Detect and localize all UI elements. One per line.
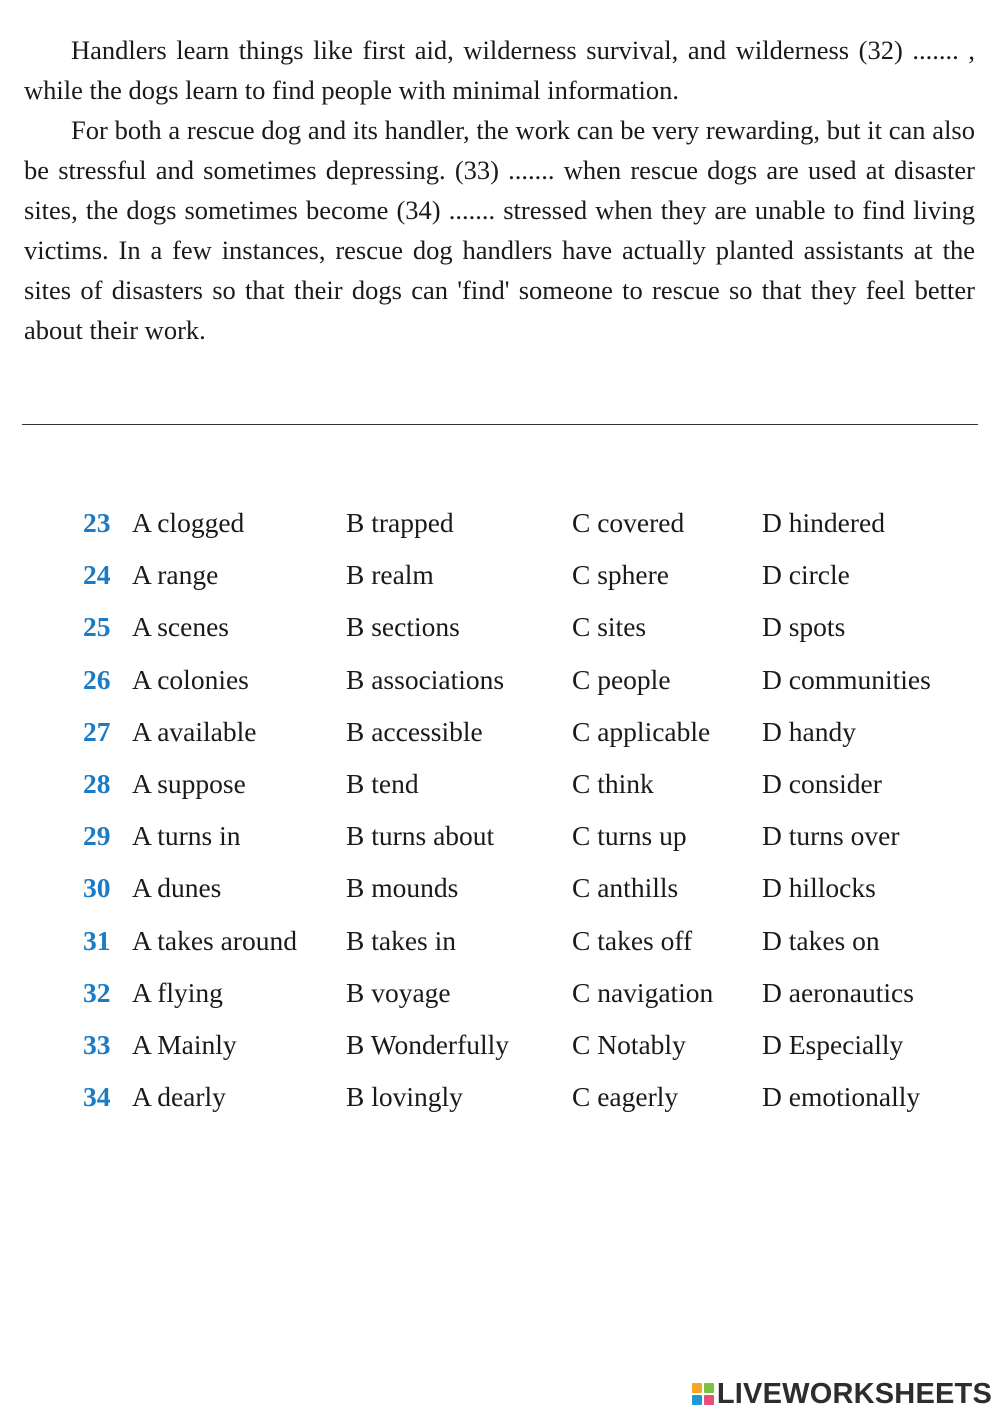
option-a[interactable]: A flying: [132, 976, 223, 1008]
option-c[interactable]: C Notably: [572, 1028, 686, 1060]
option-a[interactable]: A suppose: [132, 767, 246, 799]
logo-tile: [692, 1395, 702, 1405]
passage-paragraph-1: Handlers learn things like first aid, wilderness survival, and wilderness (32) ....... , while the dogs learn to find people with minimal information.: [24, 35, 975, 105]
option-b[interactable]: B tend: [346, 767, 419, 799]
option-a[interactable]: A dunes: [132, 872, 222, 904]
question-row: [0, 706, 1000, 758]
option-c[interactable]: C people: [572, 663, 671, 695]
option-d[interactable]: D turns over: [762, 820, 900, 852]
question-list: [0, 497, 1000, 1123]
question-row: [0, 1071, 1000, 1123]
option-b[interactable]: B accessible: [346, 715, 483, 747]
option-b[interactable]: B voyage: [346, 976, 451, 1008]
section-divider: [22, 424, 978, 425]
option-c[interactable]: C eagerly: [572, 1081, 679, 1113]
question-row: [0, 1019, 1000, 1071]
option-b[interactable]: B associations: [346, 663, 505, 695]
option-b[interactable]: B mounds: [346, 872, 459, 904]
question-number: 29: [83, 820, 111, 852]
option-c[interactable]: C covered: [572, 507, 685, 538]
option-b[interactable]: B lovingly: [346, 1081, 463, 1113]
question-row: [0, 810, 1000, 862]
option-a[interactable]: A dearly: [132, 1081, 226, 1113]
question-number: 23: [83, 507, 111, 538]
option-d[interactable]: D consider: [762, 767, 882, 799]
option-d[interactable]: D communities: [762, 663, 931, 695]
question-number: 24: [83, 559, 111, 591]
option-c[interactable]: C turns up: [572, 820, 687, 852]
option-a[interactable]: A clogged: [132, 507, 245, 538]
option-a[interactable]: A turns in: [132, 820, 241, 852]
option-d[interactable]: D spots: [762, 611, 846, 643]
question-number: 27: [83, 715, 111, 747]
question-row: [0, 549, 1000, 601]
option-d[interactable]: D Especially: [762, 1028, 904, 1060]
question-row: [0, 915, 1000, 967]
option-c[interactable]: C sites: [572, 611, 647, 643]
question-number: 30: [83, 872, 111, 904]
question-number: 26: [83, 663, 111, 695]
logo-tile: [692, 1383, 702, 1393]
question-number: 31: [83, 924, 111, 956]
option-a[interactable]: A takes around: [132, 924, 297, 956]
option-d[interactable]: D hillocks: [762, 872, 876, 904]
option-d[interactable]: D takes on: [762, 924, 880, 956]
liveworksheets-logo-icon: [692, 1383, 714, 1405]
option-c[interactable]: C takes off: [572, 924, 693, 956]
passage-paragraph-2: For both a rescue dog and its handler, the work can be very rewarding, but it can also be stressful and sometimes depressing. (33) ....... when rescue dogs are used at disaster sites, the dogs sometimes become (34) ....... stressed when they are unable to find living victims. In a few instances, rescue dog handlers have actually planted assistants at the sites of disasters so that their dogs can 'find' someone to rescue so that they feel better about their work.: [24, 115, 975, 345]
option-a[interactable]: A range: [132, 559, 219, 591]
option-c[interactable]: C navigation: [572, 976, 714, 1008]
question-number: 28: [83, 767, 111, 799]
option-c[interactable]: C think: [572, 767, 654, 799]
option-a[interactable]: A scenes: [132, 611, 229, 643]
option-b[interactable]: B Wonderfully: [346, 1028, 510, 1060]
option-d[interactable]: D handy: [762, 715, 856, 747]
question-number: 33: [83, 1028, 111, 1060]
logo-tile: [704, 1395, 714, 1405]
option-d[interactable]: D circle: [762, 559, 850, 591]
question-number: 25: [83, 611, 111, 643]
question-row: [0, 758, 1000, 810]
question-row: [0, 654, 1000, 706]
option-a[interactable]: A available: [132, 715, 257, 747]
option-d[interactable]: D emotionally: [762, 1081, 921, 1113]
reading-passage: [24, 30, 975, 350]
option-b[interactable]: B sections: [346, 611, 460, 643]
option-c[interactable]: C sphere: [572, 559, 669, 591]
question-row: [0, 497, 1000, 549]
option-b[interactable]: B realm: [346, 559, 434, 591]
option-a[interactable]: A Mainly: [132, 1028, 237, 1060]
option-c[interactable]: C anthills: [572, 872, 679, 904]
question-row: [0, 862, 1000, 914]
question-row: [0, 601, 1000, 653]
question-row: [0, 967, 1000, 1019]
brand-name: LIVEWORKSHEETS: [716, 1377, 992, 1410]
option-b[interactable]: B takes in: [346, 924, 456, 956]
logo-tile: [704, 1383, 714, 1393]
question-number: 34: [83, 1081, 111, 1113]
liveworksheets-brand: [692, 1377, 992, 1411]
option-d[interactable]: D hindered: [762, 507, 885, 538]
option-b[interactable]: B turns about: [346, 820, 495, 852]
option-c[interactable]: C applicable: [572, 715, 711, 747]
question-number: 32: [83, 976, 111, 1008]
option-d[interactable]: D aeronautics: [762, 976, 914, 1008]
option-a[interactable]: A colonies: [132, 663, 249, 695]
option-b[interactable]: B trapped: [346, 507, 454, 538]
